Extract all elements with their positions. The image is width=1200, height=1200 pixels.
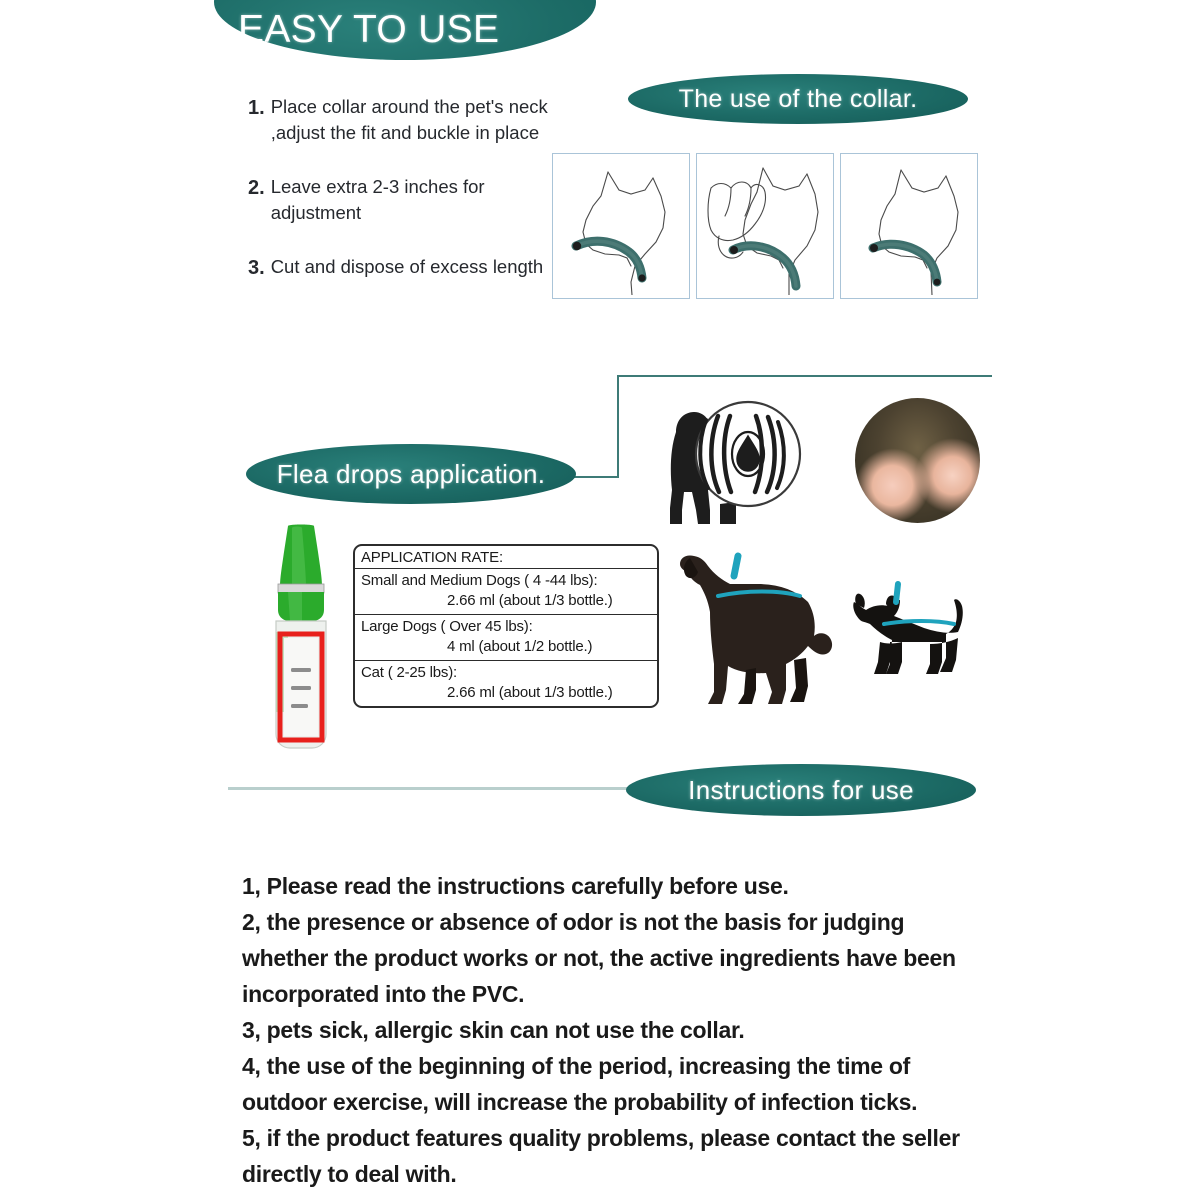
step-text: Cut and dispose of excess length: [270, 256, 544, 277]
instructions-list: [242, 868, 972, 1192]
rate-dose: 2.66 ml (about 1/3 bottle.): [447, 592, 613, 609]
rate-dose: 4 ml (about 1/2 bottle.): [447, 638, 593, 655]
step-number: 3.: [248, 257, 265, 279]
application-rate-title: APPLICATION RATE:: [355, 546, 657, 569]
dog-dropper-mark-icon: [734, 556, 738, 576]
application-rate-table: [353, 544, 659, 708]
collar-adjust-panel-2: [696, 153, 834, 299]
list-item: 1, Please read the instructions carefully before use.: [242, 873, 789, 899]
cat-wearing-collar-drawing-icon: [841, 154, 974, 295]
step-number: 1.: [248, 97, 265, 119]
list-item: [248, 254, 578, 281]
hand-adjusting-collar-drawing-icon: [697, 154, 830, 295]
rate-label: Small and Medium Dogs ( 4 -44 lbs):: [361, 572, 598, 589]
rate-label: Cat ( 2-25 lbs):: [361, 664, 457, 681]
rate-label: Large Dogs ( Over 45 lbs):: [361, 618, 533, 635]
section-divider: [228, 787, 648, 790]
collar-placement-panel-1: [552, 153, 690, 299]
list-item: 2, the presence or absence of odor is not the basis for judging whether the product works or not, the active ingredients have been incorporated into the PVC.: [242, 909, 956, 1007]
list-item: [248, 94, 578, 146]
cat-application-line-icon: [884, 621, 954, 624]
step-text: Place collar around the pet's neck ,adjust the fit and buckle in place: [270, 96, 548, 143]
header-instructions-for-use: [626, 764, 976, 816]
list-item: 5, if the product features quality problems, please contact the seller directly to deal with.: [242, 1125, 960, 1187]
rate-dose: 2.66 ml (about 1/3 bottle.): [447, 684, 613, 701]
flea-drop-on-fur-illustration: [660, 392, 810, 532]
cat-head-collar-drawing-icon: [553, 154, 686, 295]
dog-silhouette-icon: [680, 555, 832, 704]
list-item: 3, pets sick, allergic skin can not use the collar.: [242, 1017, 745, 1043]
pet-application-silhouettes: [668, 540, 988, 720]
collar-fitted-panel-3: [840, 153, 978, 299]
header-flea-drops-label: Flea drops application.: [276, 458, 546, 489]
step-text: Leave extra 2-3 inches for adjustment: [270, 176, 485, 223]
header-flea-drops-application: [246, 444, 576, 504]
list-item: 4, the use of the beginning of the period, increasing the time of outdoor exercise, will increase the probability of infection ticks.: [242, 1053, 918, 1115]
header-instructions-label: Instructions for use: [688, 774, 914, 805]
header-easy-to-use-label: EASY TO USE: [238, 8, 500, 51]
fur-parting-photo: [855, 398, 980, 523]
dropper-bottle-illustration: [258, 522, 344, 754]
table-row: [355, 661, 657, 706]
step-number: 2.: [248, 177, 265, 199]
header-use-of-collar: [628, 74, 968, 124]
list-item: [248, 174, 578, 226]
collar-illustration-panels: [552, 153, 978, 299]
table-row: [355, 569, 657, 615]
collar-steps-list: [248, 94, 578, 309]
table-row: [355, 615, 657, 661]
cat-dropper-mark-icon: [896, 584, 898, 602]
header-easy-to-use: [214, 0, 596, 60]
cat-silhouette-icon: [853, 584, 963, 674]
header-use-of-collar-label: The use of the collar.: [678, 84, 918, 113]
